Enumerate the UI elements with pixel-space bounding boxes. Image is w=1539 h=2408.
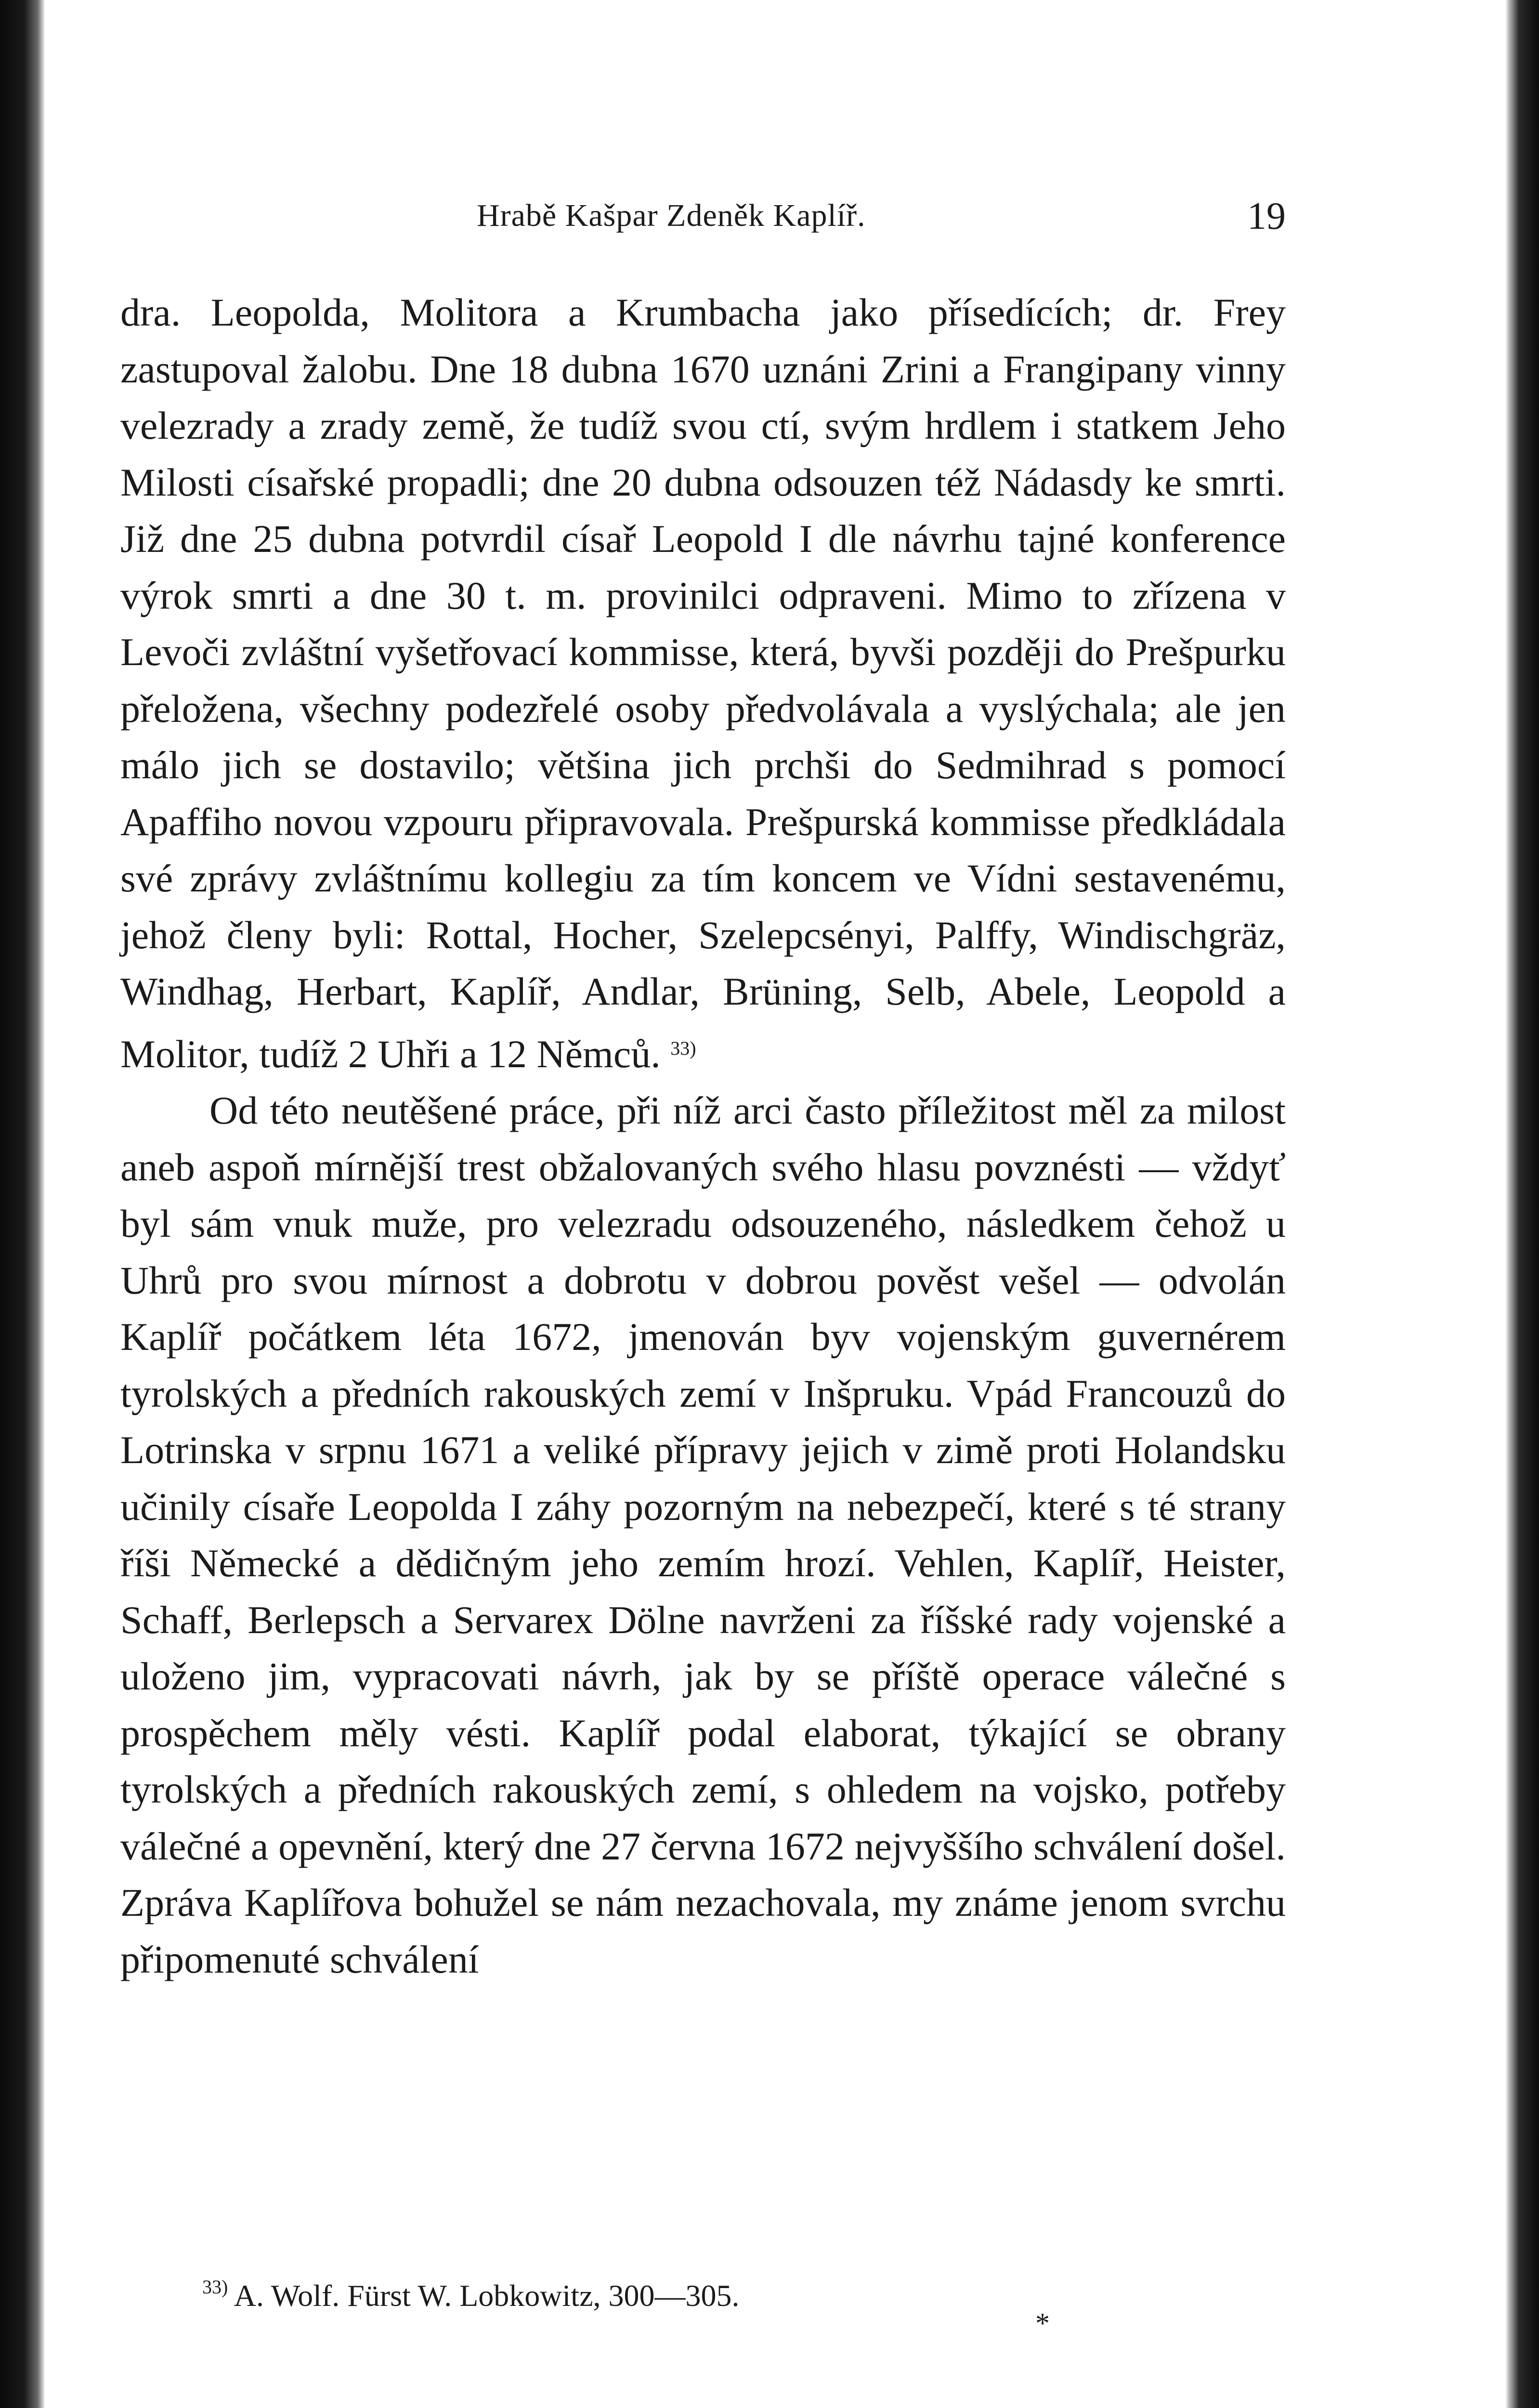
footnote-reference: 33) [670, 1037, 696, 1059]
scan-edge-right [1505, 0, 1539, 2408]
footnote-text: A. Wolf. Fürst W. Lobkowitz, 300—305. [228, 2278, 740, 2313]
signature-mark: * [1035, 2307, 1050, 2339]
body-text [120, 284, 1286, 1988]
paragraph: Od této neutěšené práce, při níž arci často příležitost měl za milost aneb aspoň mírnější trest obžalovaných svého hlasu povznésti — vždyť byl sám vnuk muže, pro velezradu odsouzeného, následkem čehož u Uhrů pro svou mírnost a dobrotu v dobrou pověst vešel — odvolán Kaplíř počátkem léta 1672, jmenován byv vojenským guvernérem tyrolských a předních rakouských zemí v Inšpruku. Vpád Francouzů do Lotrinska v srpnu 1671 a veliké přípravy jejich v zimě proti Holandsku učinily císaře Leopolda I záhy pozorným na nebezpečí, které s té strany říši Německé a dědičným jeho zemím hrozí. Vehlen, Kaplíř, Heister, Schaff, Berlepsch a Servarex Dölne navrženi za říšské rady vojenské a uloženo jim, vypracovati návrh, jak by se příště operace válečné s prospěchem měly vésti. Kaplíř podal elaborat, týkající se obrany tyrolských a předních rakouských zemí, s ohledem na vojsko, potřeby válečné a opevnění, který dne 27 června 1672 nejvyššího schválení došel. Zpráva Kaplířova bohužel se nám nezachovala, my známe jenom svrchu připomenuté schválení [120, 1088, 1286, 1981]
running-head [120, 197, 1286, 250]
page-number: 19 [1247, 195, 1286, 237]
paragraph [120, 284, 1286, 1082]
book-page [120, 0, 1286, 2408]
footnote-marker: 33) [202, 2276, 228, 2298]
scan-edge-left [0, 0, 44, 2408]
paragraph-text: dra. Leopolda, Molitora a Krumbacha jako přísedících; dr. Frey zastupoval žalobu. Dne 18 dubna 1670 uznáni Zrini a Frangipany vinny velezrady a zrady země, že tudíž svou ctí, svým hrdlem i statkem Jeho Milosti císařské propadli; dne 20 dubna odsouzen též Nádasdy ke smrti. Již dne 25 dubna potvrdil císař Leopold I dle návrhu tajné konference výrok smrti a dne 30 t. m. provinilci odpraveni. Mimo to zřízena v Levoči zvláštní vyšetřovací kommisse, která, byvši později do Prešpurku přeložena, všechny podezřelé osoby předvolávala a vyslýchala; ale jen málo jich se dostavilo; většina jich prchši do Sedmihrad s pomocí Apaffiho novou vzpouru připravovala. Prešpurská kommisse předkládala své zprávy zvláštnímu kollegiu za tím koncem ve Vídni sestavenému, jehož členy byli: Rottal, Hocher, Szelepcsényi, Palffy, Windischgräz, Windhag, Herbart, Kaplíř, Andlar, Brüning, Selb, Abele, Leopold a Molitor, tudíž 2 Uhři a 12 Němců. [120, 290, 1286, 1076]
footnote [202, 2276, 739, 2314]
running-head-title: Hrabě Kašpar Zdeněk Kaplíř. [477, 198, 866, 233]
